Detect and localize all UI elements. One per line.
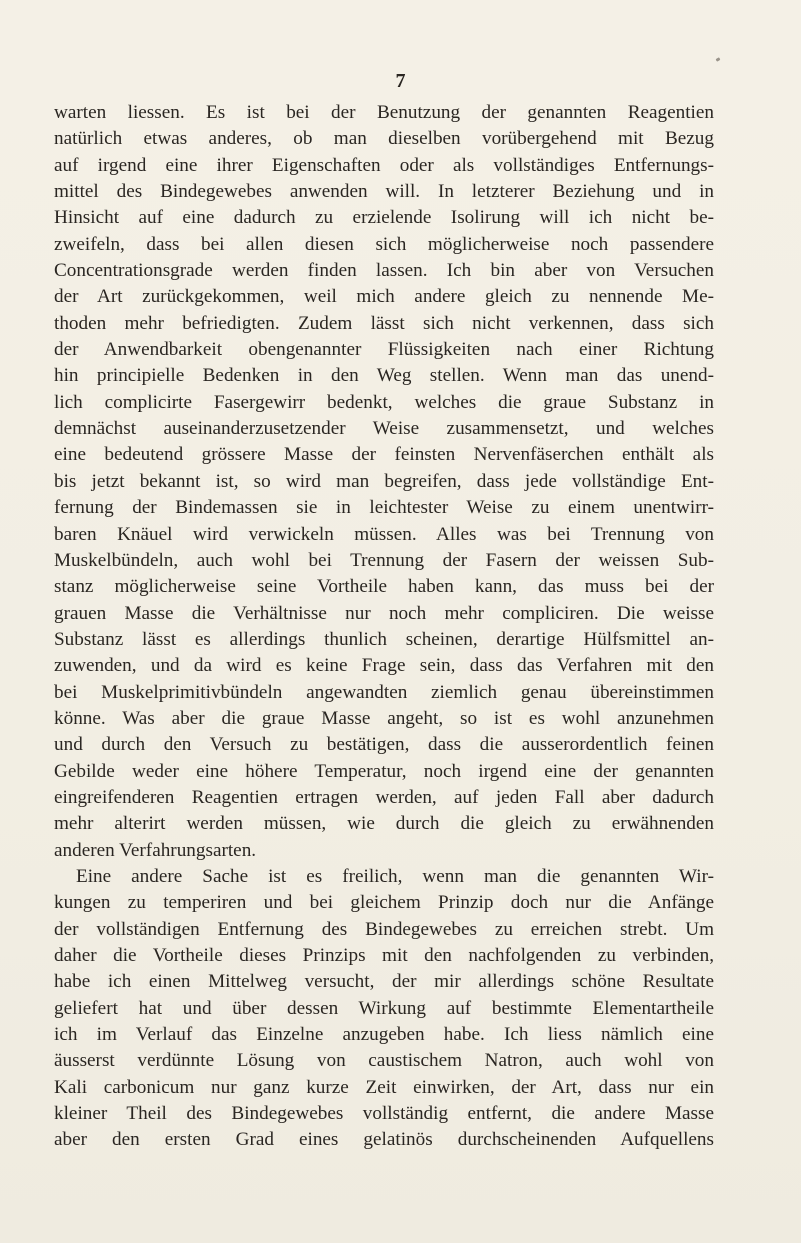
text-line: und durch den Versuch zu bestätigen, dass die ausserordentlich feinen xyxy=(54,734,714,756)
paragraph-2 xyxy=(54,864,714,1154)
text-line: baren Knäuel wird verwickeln müssen. Alles was bei Trennung von xyxy=(54,523,714,545)
text-line: habe ich einen Mittelweg versucht, der mir allerdings schöne Resultate xyxy=(54,971,714,993)
text-line: hin principielle Bedenken in den Weg stellen. Wenn man das unend- xyxy=(54,365,714,387)
text-line: anderen Verfahrungsarten. xyxy=(54,839,257,861)
text-line: der vollständigen Entfernung des Bindegewebes zu erreichen strebt. Um xyxy=(54,918,714,940)
text-line: auf irgend eine ihrer Eigenschaften oder als vollständiges Entfernungs- xyxy=(54,154,714,176)
text-line: Substanz lässt es allerdings thunlich scheinen, derartige Hülfsmittel an- xyxy=(54,628,714,650)
text-line: aber den ersten Grad eines gelatinös durchscheinenden Aufquellens xyxy=(54,1129,714,1151)
text-line: mehr alterirt werden müssen, wie durch die gleich zu erwähnenden xyxy=(54,813,714,835)
text-line: Hinsicht auf eine dadurch zu erzielende Isolirung will ich nicht be- xyxy=(54,207,714,229)
paragraph-1 xyxy=(54,100,714,864)
text-line: zweifeln, dass bei allen diesen sich möglicherweise noch passendere xyxy=(54,233,714,255)
text-line: äusserst verdünnte Lösung von caustischem Natron, auch wohl von xyxy=(54,1050,714,1072)
text-line: Kali carbonicum nur ganz kurze Zeit einwirken, der Art, dass nur ein xyxy=(54,1076,714,1098)
text-line: kungen zu temperiren und bei gleichem Prinzip doch nur die Anfänge xyxy=(54,892,714,914)
page-number: 7 xyxy=(395,70,406,92)
text-line: daher die Vortheile dieses Prinzips mit den nachfolgenden zu verbinden, xyxy=(54,945,714,966)
text-line: Concentrationsgrade werden finden lassen. Ich bin aber von Versuchen xyxy=(54,260,714,282)
text-line: Muskelbündeln, auch wohl bei Trennung der Fasern der weissen Sub- xyxy=(54,549,714,571)
text-line: zuwenden, und da wird es keine Frage sein, dass das Verfahren mit den xyxy=(54,655,714,677)
text-line: eine bedeutend grössere Masse der feinsten Nervenfäserchen enthält als xyxy=(54,444,714,466)
text-line: grauen Masse die Verhältnisse nur noch mehr compliciren. Die weisse xyxy=(54,602,714,624)
text-line: fernung der Bindemassen sie in leichtester Weise zu einem unentwirr- xyxy=(54,497,714,519)
text-line: der Art zurückgekommen, weil mich andere gleich zu nennende Me- xyxy=(54,286,714,308)
text-line: thoden mehr befriedigten. Zudem lässt sich nicht verkennen, dass sich xyxy=(54,312,714,334)
body-text xyxy=(54,100,714,1154)
text-line: natürlich etwas anderes, ob man dieselben vorübergehend mit Bezug xyxy=(54,128,714,150)
text-line: ich im Verlauf das Einzelne anzugeben habe. Ich liess nämlich eine xyxy=(54,1024,714,1046)
text-line: bei Muskelprimitivbündeln angewandten ziemlich genau übereinstimmen xyxy=(54,681,714,703)
text-line: Gebilde weder eine höhere Temperatur, noch irgend eine der genannten xyxy=(54,760,714,782)
text-line: bis jetzt bekannt ist, so wird man begreifen, dass jede vollständige Ent- xyxy=(54,470,714,492)
text-line: eingreifenderen Reagentien ertragen werden, auf jeden Fall aber dadurch xyxy=(54,786,714,808)
text-line: der Anwendbarkeit obengenannter Flüssigkeiten nach einer Richtung xyxy=(54,339,714,361)
text-line: stanz möglicherweise seine Vortheile haben kann, das muss bei der xyxy=(54,576,714,598)
text-line: kleiner Theil des Bindegewebes vollständig entfernt, die andere Masse xyxy=(54,1103,714,1125)
text-line: Eine andere Sache ist es freilich, wenn man die genannten Wir- xyxy=(76,865,714,887)
print-speck xyxy=(716,57,721,62)
text-line: lich complicirte Fasergewirr bedenkt, welches die graue Substanz in xyxy=(54,391,714,413)
text-line: könne. Was aber die graue Masse angeht, so ist es wohl anzunehmen xyxy=(54,707,714,729)
text-line: warten liessen. Es ist bei der Benutzung der genannten Reagentien xyxy=(54,102,714,123)
text-line: demnächst auseinanderzusetzender Weise zusammensetzt, und welches xyxy=(54,418,714,440)
text-line: geliefert hat und über dessen Wirkung auf bestimmte Elementartheile xyxy=(54,997,714,1019)
text-line: mittel des Bindegewebes anwenden will. In letzterer Beziehung und in xyxy=(54,181,714,203)
